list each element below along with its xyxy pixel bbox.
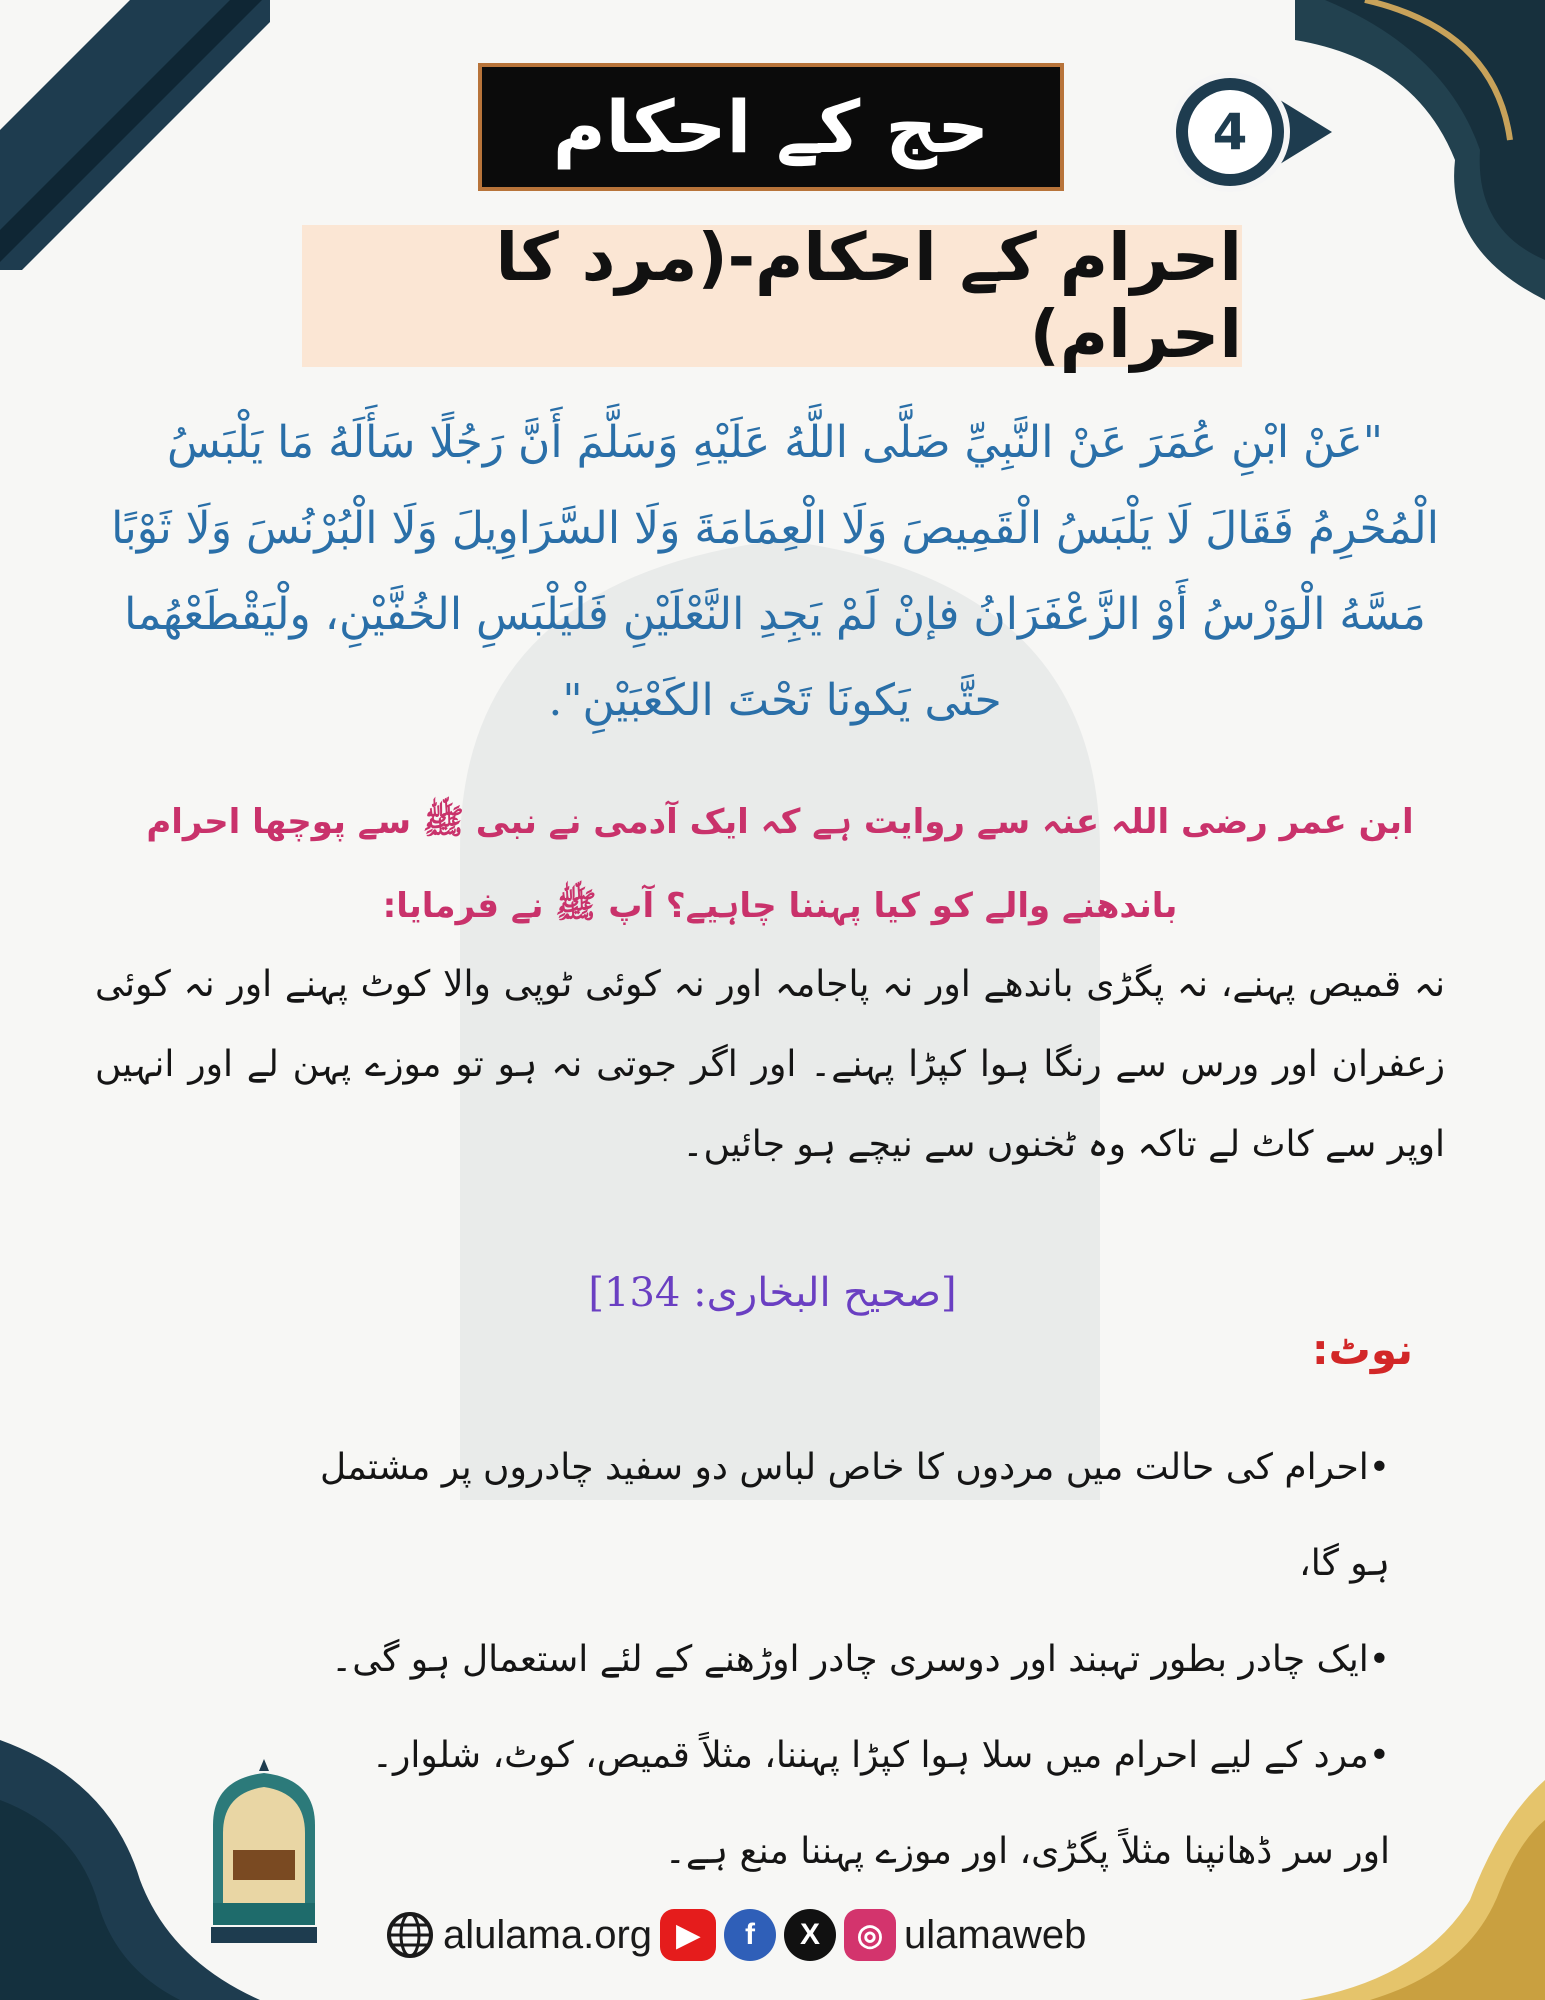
website-link[interactable]: alulama.org bbox=[443, 1912, 653, 1957]
al-ulama-logo bbox=[205, 1755, 323, 1945]
part-number-badge bbox=[1170, 72, 1290, 192]
top-right-pattern-decoration bbox=[1295, 0, 1545, 300]
notes-list bbox=[300, 1420, 1390, 1900]
youtube-icon[interactable]: ▶ bbox=[660, 1909, 716, 1961]
note-item: •ایک چادر بطور تہبند اور دوسری چادر اوڑھنے کے لئے استعمال ہو گی۔ bbox=[331, 1639, 1390, 1680]
note-item: اور سر ڈھانپنا مثلاً پگڑی، اور موزے پہننا منع ہے۔ bbox=[664, 1831, 1390, 1872]
globe-icon bbox=[385, 1910, 435, 1960]
section-subtitle: احرام کے احکام-(مرد کا احرام) bbox=[302, 225, 1242, 367]
page-title: حج کے احکام bbox=[478, 63, 1064, 191]
note-item: •احرام کی حالت میں مردوں کا خاص لباس دو سفید چادروں پر مشتمل ہو گا، bbox=[319, 1447, 1390, 1584]
hadith-arabic-text: "عَنْ ابْنِ عُمَرَ عَنْ النَّبِيِّ صَلَّى اللَّهُ عَلَيْهِ وَسَلَّمَ أَنَّ رَجُلًا سَأَلَهُ مَا يَلْبَسُ الْمُحْرِمُ فَقَالَ لَا يَلْبَسُ الْقَمِيصَ وَلَا الْعِمَامَةَ وَلَا السَّرَاوِيلَ وَلَا الْبُرْنُسَ وَلَا ثَوْبًا مَسَّهُ الْوَرْسُ أَوْ الزَّعْفَرَانُ فإنْ لَمْ يَجِدِ النَّعْلَيْنِ فَلْيَلْبَسِ الخُفَّيْنِ، ولْيَقْطَعْهُما حتَّى يَكونَا تَحْتَ الكَعْبَيْنِ". bbox=[111, 417, 1439, 726]
note-label: نوٹ: bbox=[1311, 1325, 1413, 1374]
x-icon[interactable]: X bbox=[784, 1909, 836, 1961]
top-left-ribbon-decoration bbox=[0, 0, 270, 270]
badge-circle bbox=[1170, 72, 1290, 192]
translation-body: نہ قمیص پہنے، نہ پگڑی باندھے اور نہ پاجامہ اور نہ کوئی ٹوپی والا کوٹ پہنے اور نہ کوئی زعفران اور ورس سے رنگا ہوا کپڑا پہنے۔ اور اگر جوتی نہ ہو تو موزے پہن لے اور انہیں اوپر سے کاٹ لے تاکہ وہ ٹخنوں سے نیچے ہو جائیں۔ bbox=[95, 964, 1445, 1165]
facebook-icon[interactable]: f bbox=[724, 1909, 776, 1961]
note-item: •مرد کے لیے احرام میں سلا ہوا کپڑا پہننا، مثلاً قمیص، کوٹ، شلوار۔ bbox=[371, 1735, 1390, 1776]
hadith-reference: [صحيح البخارى: 134] bbox=[588, 1270, 957, 1316]
instagram-icon[interactable]: ◎ bbox=[844, 1909, 896, 1961]
social-handle[interactable]: ulamaweb bbox=[904, 1912, 1087, 1957]
part-number: 4 bbox=[1188, 90, 1272, 174]
translation-intro: ابن عمر رضی اللہ عنہ سے روایت ہے کہ ایک آدمی نے نبی ﷺ سے پوچھا احرام باندھنے والے کو کیا پہننا چاہیے؟ آپ ﷺ نے فرمایا: bbox=[146, 802, 1414, 926]
footer-bar bbox=[385, 1900, 1086, 1970]
